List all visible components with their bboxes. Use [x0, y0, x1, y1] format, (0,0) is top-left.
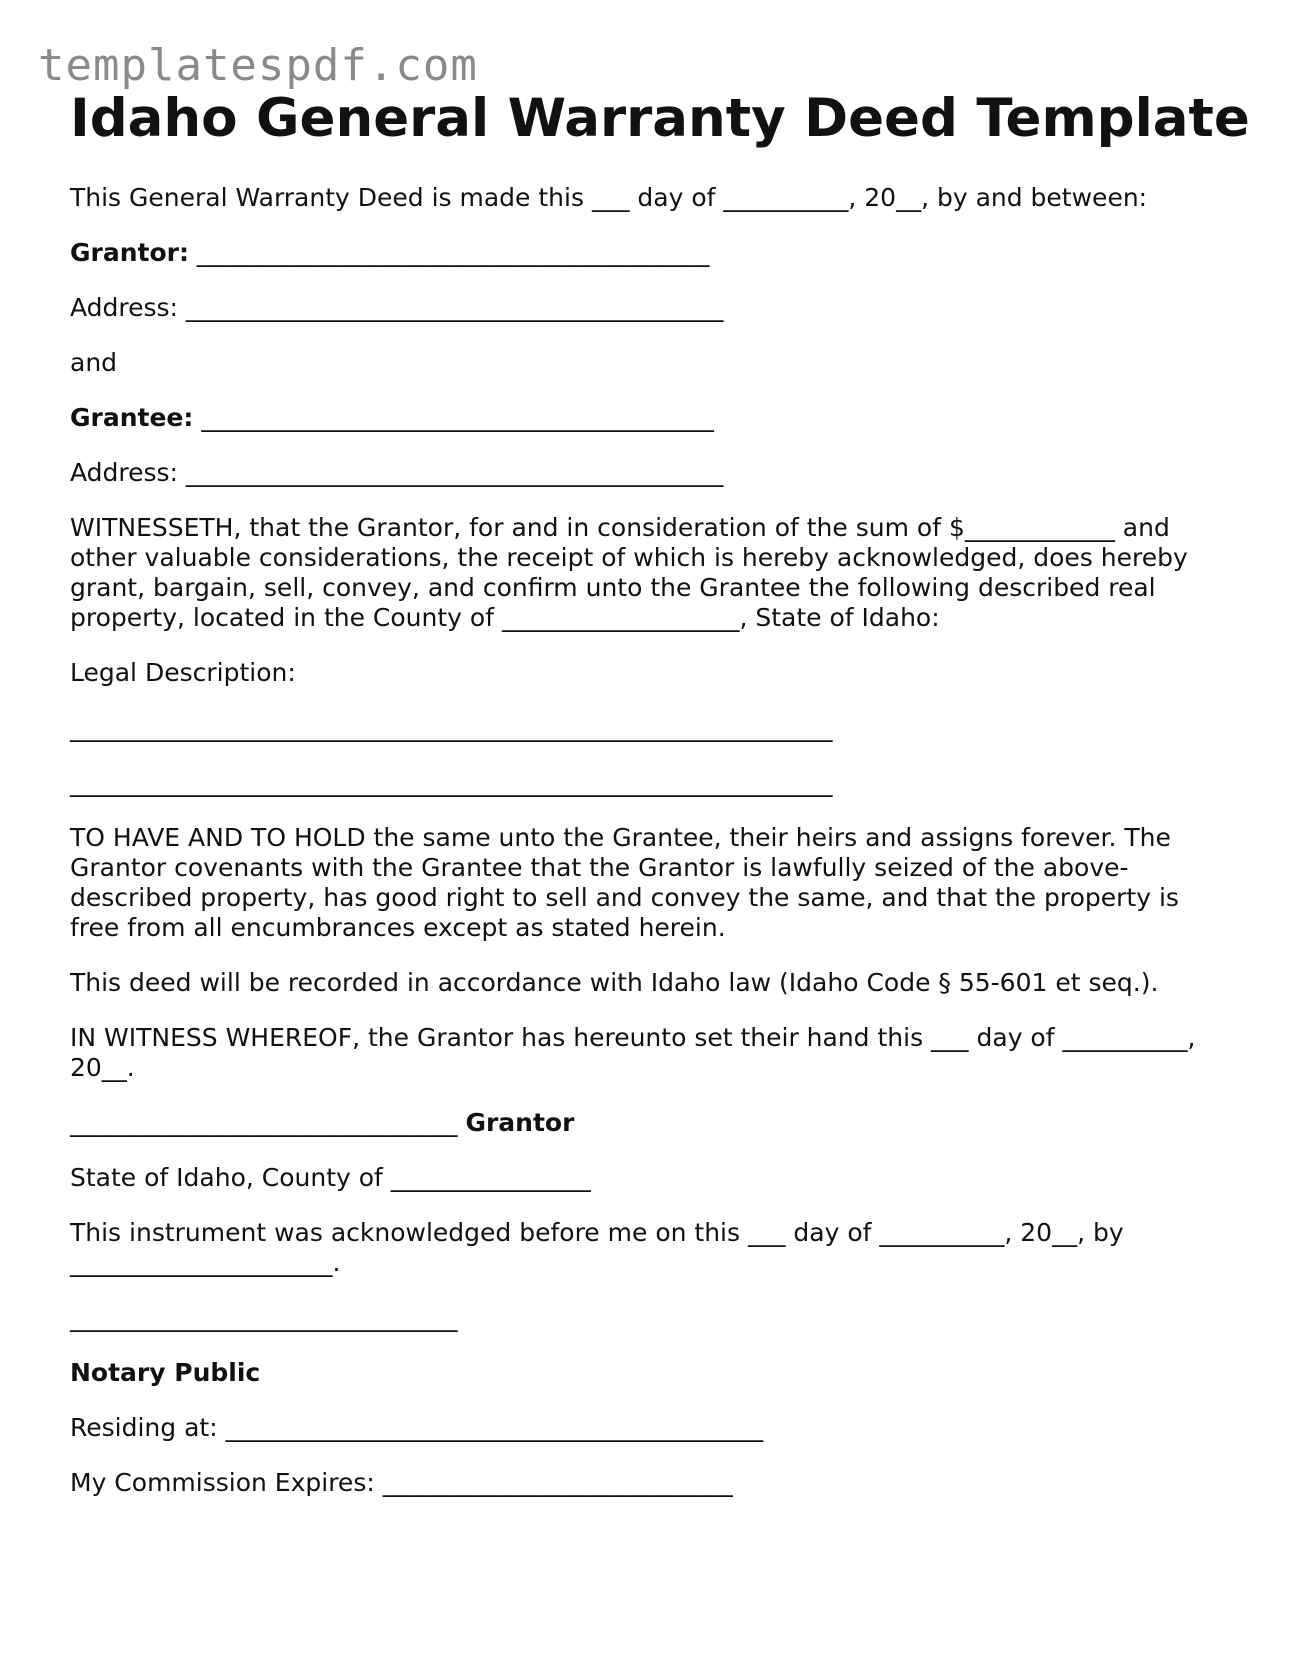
legal-description-line[interactable]: _____________________________________________________________ — [70, 713, 833, 742]
grantor-label: Grantor: — [70, 238, 189, 267]
recording-paragraph: This deed will be recorded in accordance with Idaho law (Idaho Code § 55-601 et seq.). — [70, 968, 1159, 997]
grantor-signature-label: Grantor — [465, 1108, 575, 1137]
grantee-address-field[interactable]: Address: ___________________________________________ — [70, 458, 724, 487]
witnesseth-paragraph: WITNESSETH, that the Grantor, for and in consideration of the sum of $____________ and other valuable considerations, the receipt of which is hereby acknowledged, does hereby grant, bargain, sell, convey, and confirm unto the Grantee the following described real property, located in the County of ___________________, State of Idaho: — [70, 513, 1196, 632]
grantee-label: Grantee: — [70, 403, 194, 432]
watermark: templatespdf.com — [38, 40, 478, 91]
notary-acknowledgment: This instrument was acknowledged before me on this ___ day of __________, 20__, by _____________________. — [70, 1218, 1132, 1277]
deed-body — [70, 183, 1220, 1523]
grantor-address-field[interactable]: Address: ___________________________________________ — [70, 293, 724, 322]
and-text: and — [70, 348, 118, 377]
in-witness-paragraph: IN WITNESS WHEREOF, the Grantor has hereunto set their hand this ___ day of __________, 20__. — [70, 1023, 1204, 1082]
grantor-field[interactable] — [70, 238, 1220, 268]
legal-description-line[interactable]: _____________________________________________________________ — [70, 768, 833, 797]
notary-state-county[interactable]: State of Idaho, County of ________________ — [70, 1163, 591, 1192]
habendum-paragraph: TO HAVE AND TO HOLD the same unto the Grantee, their heirs and assigns forever. The Grantor covenants with the Grantee that the Grantor is lawfully seized of the above-described property, has good right to sell and convey the same, and that the property is free from all encumbrances except as stated herein. — [70, 823, 1187, 942]
document-title: Idaho General Warranty Deed Template — [70, 88, 1250, 149]
grantor-blank[interactable]: _________________________________________ — [188, 238, 710, 267]
grantor-signature-block[interactable] — [70, 1108, 1220, 1138]
notary-title: Notary Public — [70, 1358, 261, 1387]
intro-paragraph: This General Warranty Deed is made this ___ day of __________, 20__, by and between: — [70, 183, 1148, 212]
notary-residing-field[interactable]: Residing at: ___________________________________________ — [70, 1413, 764, 1442]
notary-commission-field[interactable]: My Commission Expires: ____________________________ — [70, 1468, 733, 1497]
grantee-blank[interactable]: _________________________________________ — [193, 403, 714, 432]
notary-signature-line[interactable]: _______________________________ — [70, 1303, 458, 1332]
grantor-signature-line[interactable]: _______________________________ — [70, 1108, 466, 1137]
grantee-field[interactable] — [70, 403, 1220, 433]
legal-description-label: Legal Description: — [70, 658, 296, 687]
